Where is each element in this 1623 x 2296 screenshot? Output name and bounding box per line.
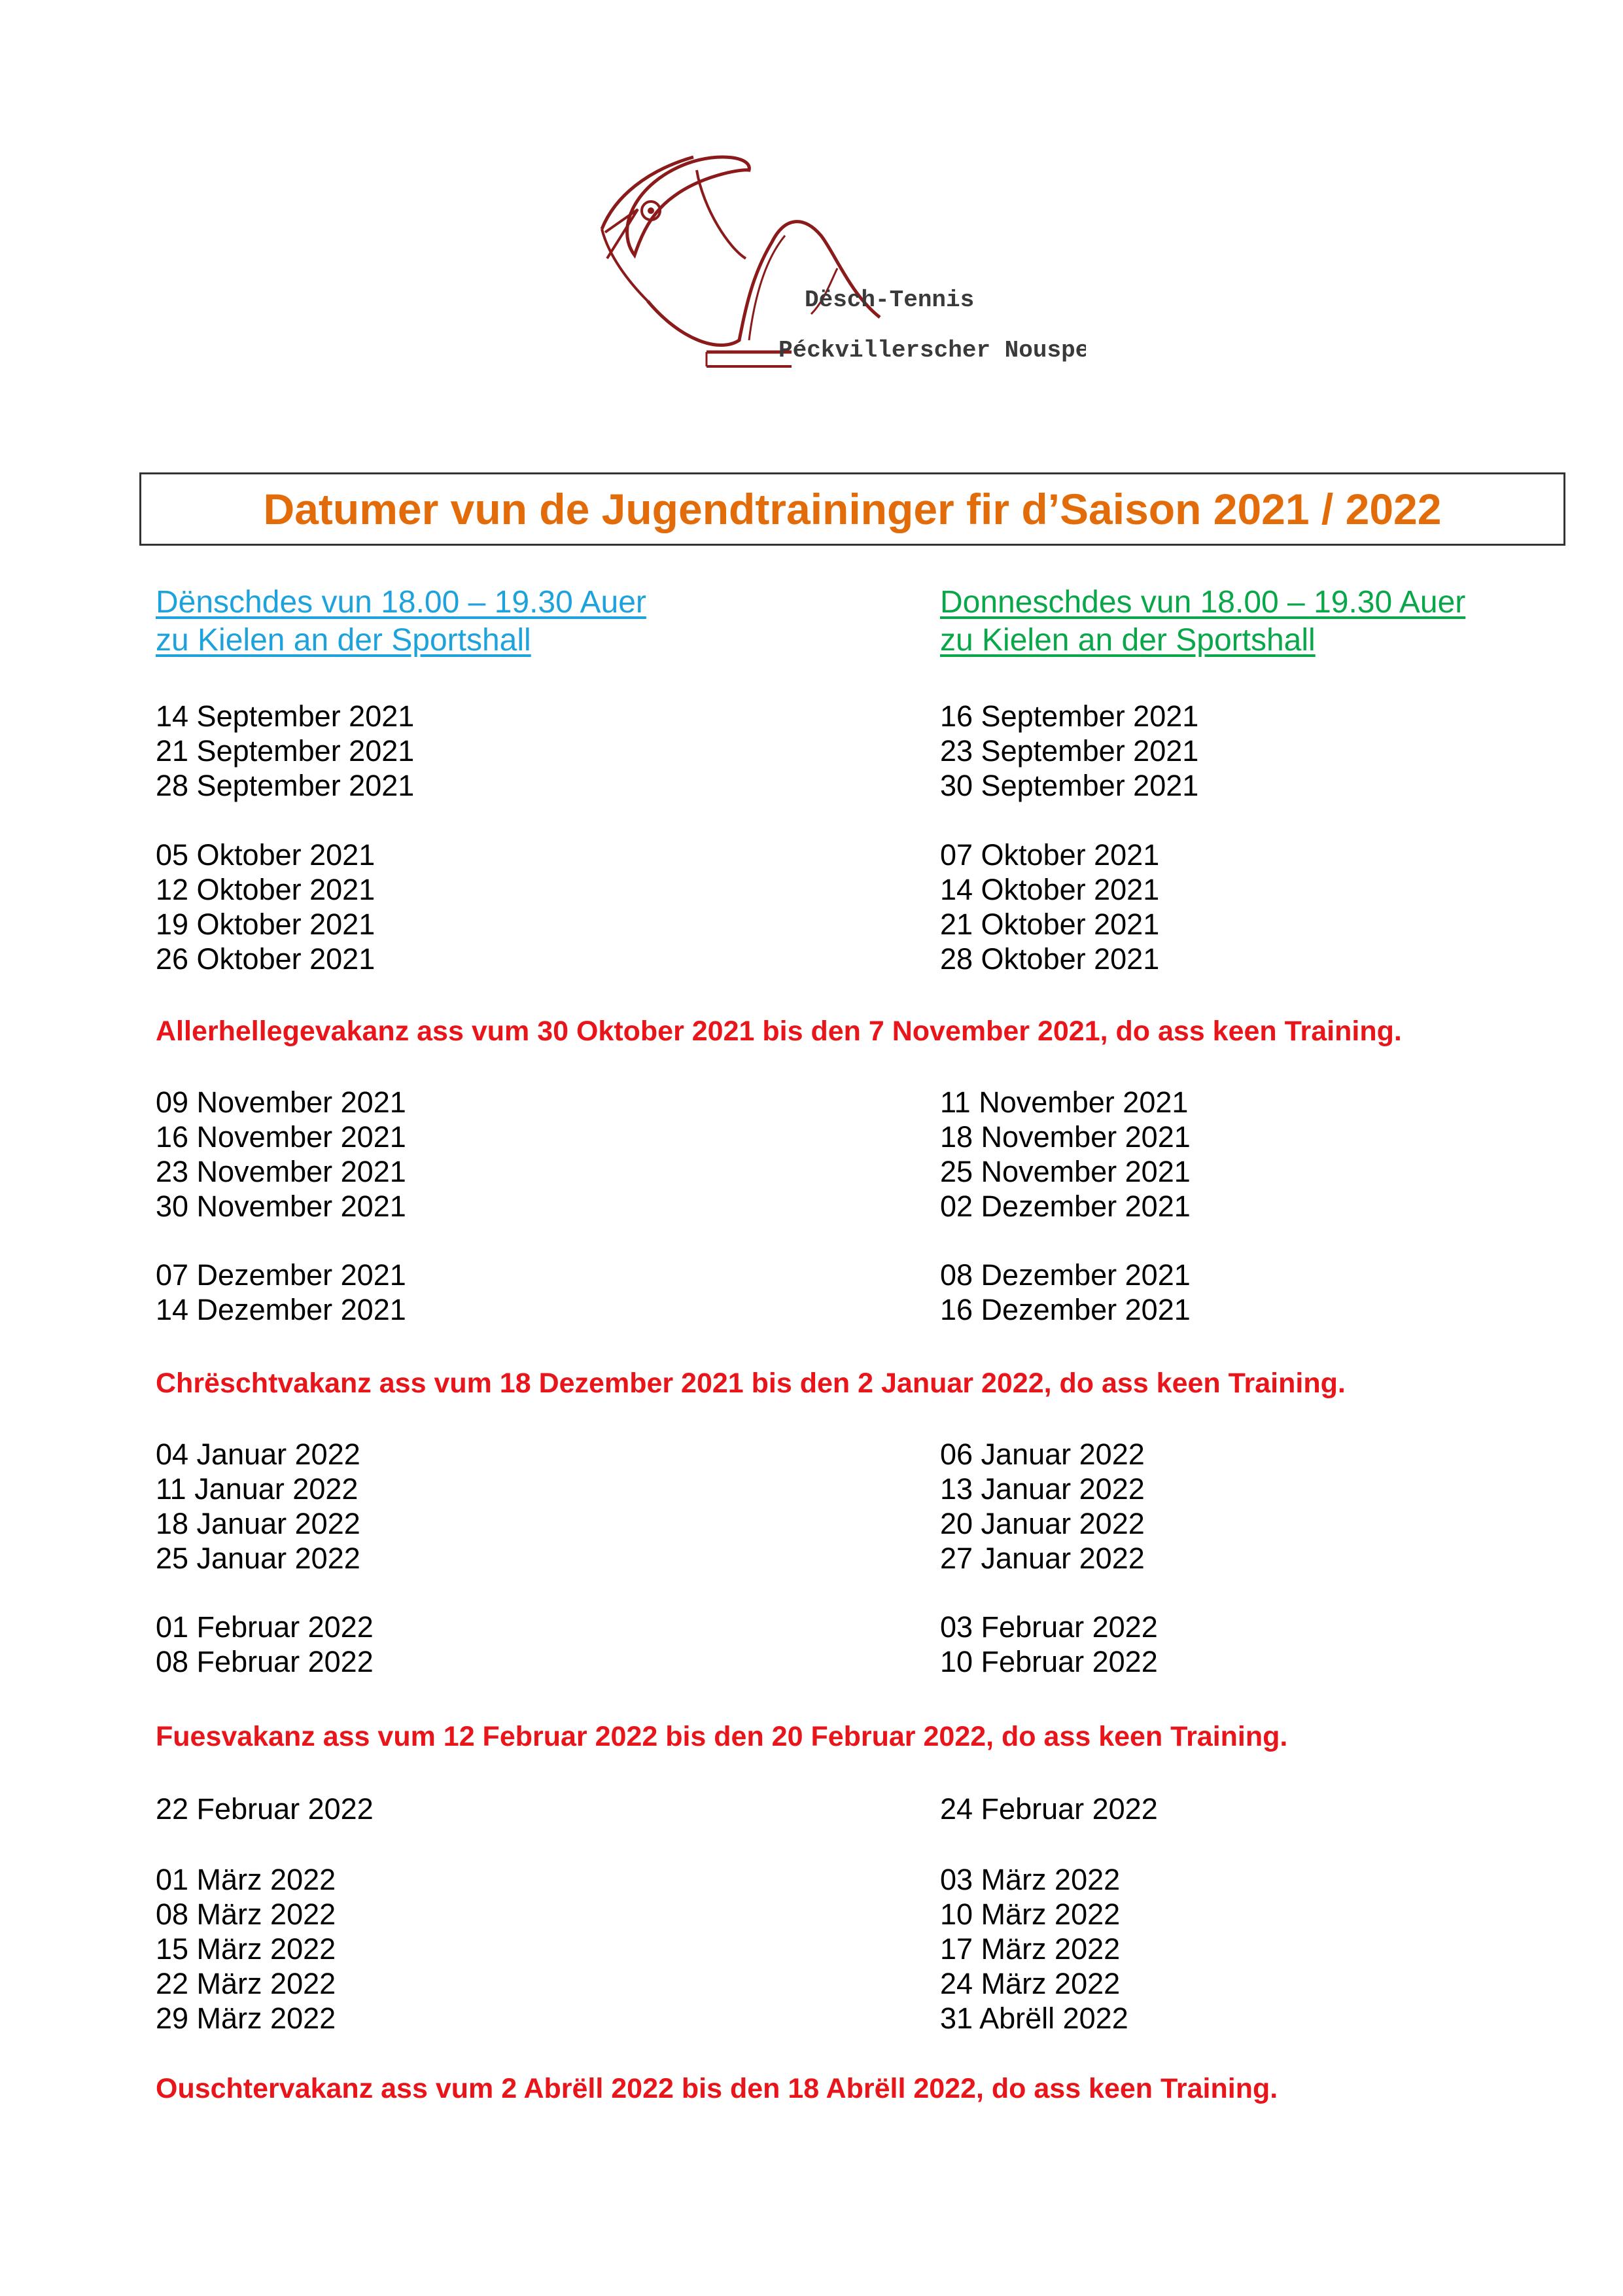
tuesday-dates-september	[156, 699, 414, 803]
tuesday-dates-late-february	[156, 1792, 374, 1826]
date-entry: 14 Oktober 2021	[940, 873, 1160, 906]
vacation-notice-easter: Ouschtervakanz ass vum 2 Abrëll 2022 bis den 18 Abrëll 2022, do ass keen Training.	[156, 2073, 1278, 2104]
date-entry: 01 Februar 2022	[156, 1610, 374, 1644]
date-entry: 22 März 2022	[156, 1967, 336, 2000]
tuesday-column-header	[156, 584, 875, 660]
tuesday-dates-october	[156, 838, 375, 976]
date-entry: 02 Dezember 2021	[940, 1190, 1191, 1223]
thursday-header-location: zu Kielen an der Sportshall	[940, 623, 1316, 658]
date-entry: 21 September 2021	[156, 734, 415, 768]
date-entry: 07 Oktober 2021	[940, 838, 1160, 872]
date-entry: 11 November 2021	[940, 1086, 1189, 1119]
date-entry: 10 Februar 2022	[940, 1645, 1158, 1678]
tuesday-header-location: zu Kielen an der Sportshall	[156, 623, 531, 658]
date-entry: 30 November 2021	[156, 1190, 406, 1223]
thursday-dates-december	[940, 1258, 1191, 1327]
date-entry: 06 Januar 2022	[940, 1438, 1145, 1471]
date-entry: 17 März 2022	[940, 1932, 1121, 1966]
date-entry: 26 Oktober 2021	[156, 942, 375, 976]
date-entry: 05 Oktober 2021	[156, 838, 375, 872]
thursday-dates-september	[940, 699, 1198, 803]
date-entry: 24 Februar 2022	[940, 1792, 1158, 1826]
thursday-column-header	[940, 584, 1623, 660]
date-entry: 08 März 2022	[156, 1898, 336, 1931]
date-entry: 16 November 2021	[156, 1120, 406, 1154]
date-entry: 20 Januar 2022	[940, 1507, 1145, 1540]
date-entry: 22 Februar 2022	[156, 1792, 374, 1826]
thursday-dates-late-february	[940, 1792, 1158, 1826]
date-entry: 16 September 2021	[940, 699, 1199, 733]
date-entry: 14 Dezember 2021	[156, 1293, 406, 1326]
date-entry: 01 März 2022	[156, 1863, 336, 1896]
date-entry: 29 März 2022	[156, 2002, 336, 2035]
date-entry: 11 Januar 2022	[156, 1472, 358, 1506]
vacation-notice-all-saints: Allerhellegevakanz ass vum 30 Oktober 2021 bis den 7 November 2021, do ass keen Training.	[156, 1016, 1402, 1047]
date-entry: 28 Oktober 2021	[940, 942, 1160, 976]
vacation-notice-christmas: Chrëschtvakanz ass vum 18 Dezember 2021 bis den 2 Januar 2022, do ass keen Training.	[156, 1368, 1346, 1399]
date-entry: 18 Januar 2022	[156, 1507, 360, 1540]
date-entry: 19 Oktober 2021	[156, 908, 375, 941]
date-entry: 03 Februar 2022	[940, 1610, 1158, 1644]
bird-logo-icon	[589, 144, 1086, 386]
title-box	[139, 472, 1565, 546]
date-entry: 07 Dezember 2021	[156, 1258, 406, 1292]
date-entry: 21 Oktober 2021	[940, 908, 1160, 941]
thursday-dates-november	[940, 1085, 1191, 1224]
date-entry: 28 September 2021	[156, 769, 415, 802]
date-entry: 15 März 2022	[156, 1932, 336, 1966]
date-entry: 23 November 2021	[156, 1155, 406, 1188]
page-title: Datumer vun de Jugendtraininger fir d’Saison 2021 / 2022	[263, 485, 1442, 533]
tuesday-dates-february	[156, 1610, 374, 1679]
date-entry: 03 März 2022	[940, 1863, 1121, 1896]
tuesday-header-time: Dënschdes vun 18.00 – 19.30 Auer	[156, 585, 646, 620]
date-entry: 24 März 2022	[940, 1967, 1121, 2000]
date-entry: 13 Januar 2022	[940, 1472, 1145, 1506]
tuesday-dates-november	[156, 1085, 406, 1224]
date-entry: 12 Oktober 2021	[156, 873, 375, 906]
logo-line2: Péckvillerscher Nouspelt	[778, 337, 1086, 364]
date-entry: 31 Abrëll 2022	[940, 2002, 1128, 2035]
thursday-dates-march	[940, 1862, 1128, 2036]
logo-line1: Dësch-Tennis	[805, 287, 975, 313]
tuesday-dates-january	[156, 1437, 360, 1576]
date-entry: 23 September 2021	[940, 734, 1199, 768]
date-entry: 08 Februar 2022	[156, 1645, 374, 1678]
date-entry: 16 Dezember 2021	[940, 1293, 1191, 1326]
date-entry: 08 Dezember 2021	[940, 1258, 1191, 1292]
date-entry: 10 März 2022	[940, 1898, 1121, 1931]
tuesday-dates-march	[156, 1862, 336, 2036]
date-entry: 04 Januar 2022	[156, 1438, 360, 1471]
vacation-notice-carnival: Fuesvakanz ass vum 12 Februar 2022 bis den 20 Februar 2022, do ass keen Training.	[156, 1721, 1288, 1752]
date-entry: 14 September 2021	[156, 699, 415, 733]
date-entry: 18 November 2021	[940, 1120, 1191, 1154]
date-entry: 25 Januar 2022	[156, 1542, 360, 1575]
thursday-dates-october	[940, 838, 1159, 976]
tuesday-dates-december	[156, 1258, 406, 1327]
thursday-dates-february	[940, 1610, 1158, 1679]
date-entry: 30 September 2021	[940, 769, 1199, 802]
thursday-header-time: Donneschdes vun 18.00 – 19.30 Auer	[940, 585, 1466, 620]
thursday-dates-january	[940, 1437, 1145, 1576]
date-entry: 27 Januar 2022	[940, 1542, 1145, 1575]
date-entry: 09 November 2021	[156, 1086, 406, 1119]
date-entry: 25 November 2021	[940, 1155, 1191, 1188]
club-logo	[589, 144, 1086, 386]
